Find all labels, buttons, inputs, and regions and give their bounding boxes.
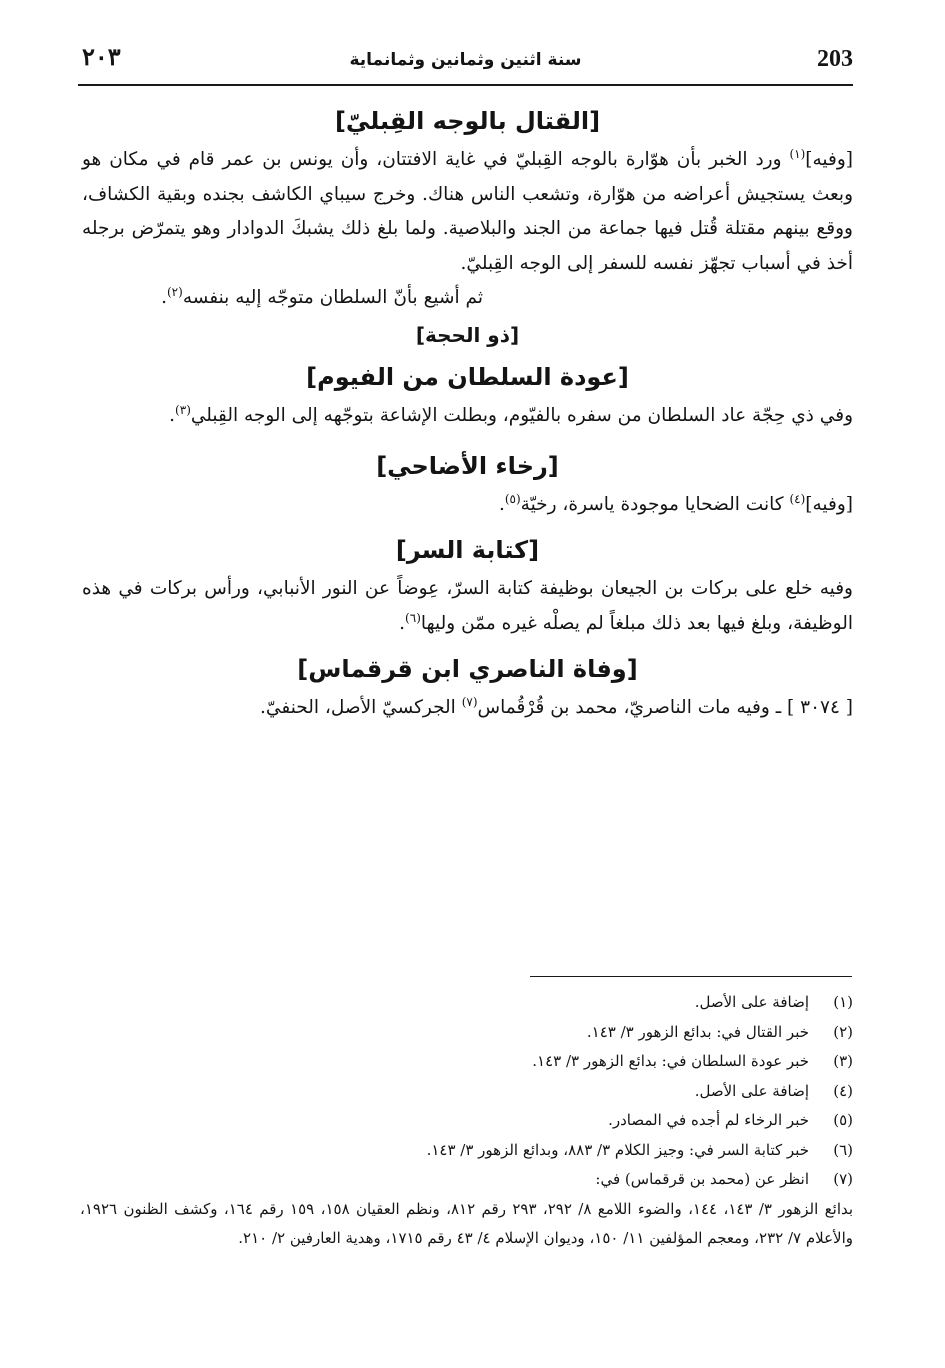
paragraph-end-dot: . — [399, 612, 406, 634]
paragraph-end-dot: . — [498, 493, 505, 515]
footnote-text: إضافة على الأصل. — [694, 1081, 809, 1100]
footnote-7-continuation: بدائع الزهور ٣/ ١٤٣، ١٤٤، والضوء اللامع ٨/ ٢٩٢، ٢٩٣ رقم ٨١٢، ونظم العقيان ١٥٨، ١٥٩ رقم ١٦٤، وكشف الظنون ١٩٢٦، والأعلام ٧/ ٢٣٢، ومعجم المؤلفين ١١/ ١٥٠، وديوان الإسلام ٤/ ٤٣ رقم ١٧١٥، وهدية العارفين ٢/ ٢١٠. — [80, 1199, 854, 1247]
paragraph-sultan-return — [82, 399, 853, 434]
paragraph-text: ورد الخبر بأن هوّارة بالوجه القِبليّ في غاية الافتتان، وأن يونس بن عمر قام في مكان هو وبعث يستجيش أعراضه من هوّارة، وتشعب الناس هناك. وخرج سيباي الكاشف بجنده وبقية الكشاف، ووقع بينهم مقتلة قُتل فيها جماعة من الجند والبلاصية. ولما بلغ ذلك يشبكَ الدوادار وهو يتمرّض برجله أخذ في أسباب تجهّز نفسه للسفر إلى الوجه القِبليّ. — [82, 149, 853, 274]
paragraph-text: الجركسيّ الأصل، الحنفيّ. — [260, 697, 456, 719]
footnote-number: (٥) — [833, 1111, 853, 1129]
footnote-ref-3[interactable]: (٣) — [175, 402, 191, 417]
footnote-ref-7[interactable]: (٧) — [461, 695, 478, 710]
biography-number: [ ٣٠٧٤ ] — [787, 697, 853, 719]
paragraph-text: وفي ذي حِجّة عاد السلطان من سفره بالفيّوم، وبطلت الإشاعة بتوجّهه إلى الوجه القِبلي — [190, 404, 853, 426]
footnote-1 — [80, 988, 853, 1018]
footnote-text: خبر عودة السلطان في: بدائع الزهور ٣/ ١٤٣. — [532, 1052, 809, 1070]
footnote-ref-1[interactable]: (١) — [789, 146, 806, 161]
footnote-text: إضافة على الأصل. — [694, 993, 809, 1011]
running-title: سنة اثنين وثمانين وثمانماية — [349, 50, 582, 70]
footnote-number: (١) — [833, 993, 853, 1011]
page-number-arabic: ٢٠٣ — [82, 42, 121, 71]
page-number-latin: 203 — [817, 46, 853, 72]
section-title-death-nasiri: [وفاة الناصري ابن قرقماس] — [297, 655, 638, 684]
footnote-4 — [80, 1077, 853, 1107]
section-title-fighting: [القتال بالوجه القِبليّ] — [334, 107, 601, 135]
footnote-separator — [530, 976, 852, 977]
footnote-text: خبر الرخاء لم أجده في المصادر. — [608, 1111, 809, 1129]
footnotes — [80, 988, 853, 1254]
footnote-number: (٣) — [833, 1052, 853, 1070]
footnote-ref-2[interactable]: (٢) — [166, 285, 183, 300]
paragraph-end-dot: . — [169, 404, 176, 426]
paragraph-text: وفيه خلع على بركات بن الجيعان بوظيفة كتابة السرّ، عِوضاً عن النور الأنبابي، ورأس بركات في هذه الوظيفة، وبلغ فيها بعد ذلك مبلغاً لم يصلْه غيره ممّن وليها — [82, 578, 853, 634]
footnote-text: خبر كتابة السر في: وجيز الكلام ٣/ ٨٨٣، وبدائع الزهور ٣/ ١٤٣. — [426, 1140, 809, 1159]
footnote-number: (٦) — [833, 1140, 853, 1159]
footnote-text: انظر عن (محمد بن قرقماس) في: — [595, 1170, 809, 1188]
section-title-secretariat: [كتابة السر] — [395, 536, 540, 565]
footnote-5 — [80, 1106, 853, 1136]
footnote-ref-6[interactable]: (٦) — [405, 610, 421, 625]
footnote-text: خبر القتال في: بدائع الزهور ٣/ ١٤٣. — [586, 1022, 809, 1041]
footnote-ref-5[interactable]: (٥) — [504, 491, 521, 506]
footnote-7 — [80, 1165, 853, 1195]
main-text — [82, 98, 853, 726]
footnote-ref-4[interactable]: (٤) — [789, 491, 806, 506]
paragraph-death-nasiri — [82, 691, 853, 726]
month-title: [ذو الحجة] — [415, 322, 520, 347]
section-title-sacrifices: [رخاء الأضاحي] — [376, 451, 559, 480]
paragraph-end-dot: . — [161, 287, 167, 309]
paragraph-text: ـ وفيه مات الناصريّ، محمد بن قُرْقُماس — [477, 697, 782, 719]
editor-insertion: [وفيه] — [805, 149, 853, 170]
paragraph-fighting — [82, 143, 853, 281]
page-header — [78, 42, 853, 86]
footnote-number: (٧) — [833, 1170, 853, 1188]
footnote-3 — [80, 1047, 853, 1077]
footnote-number: (٢) — [833, 1022, 853, 1041]
paragraph-sacrifices — [82, 488, 853, 523]
paragraph-secretariat — [82, 572, 853, 641]
footnote-number: (٤) — [833, 1081, 853, 1100]
footnote-2 — [80, 1018, 853, 1048]
paragraph-text: ثم أشيع بأنّ السلطان متوجّه إليه بنفسه — [182, 287, 483, 309]
footnote-6 — [80, 1136, 853, 1166]
section-title-sultan-return: [عودة السلطان من الفيوم] — [306, 362, 629, 391]
paragraph-text: كانت الضحايا موجودة ياسرة، رخيّة — [520, 493, 784, 515]
editor-insertion: [وفيه] — [805, 493, 853, 515]
paragraph-rumor — [82, 281, 853, 316]
